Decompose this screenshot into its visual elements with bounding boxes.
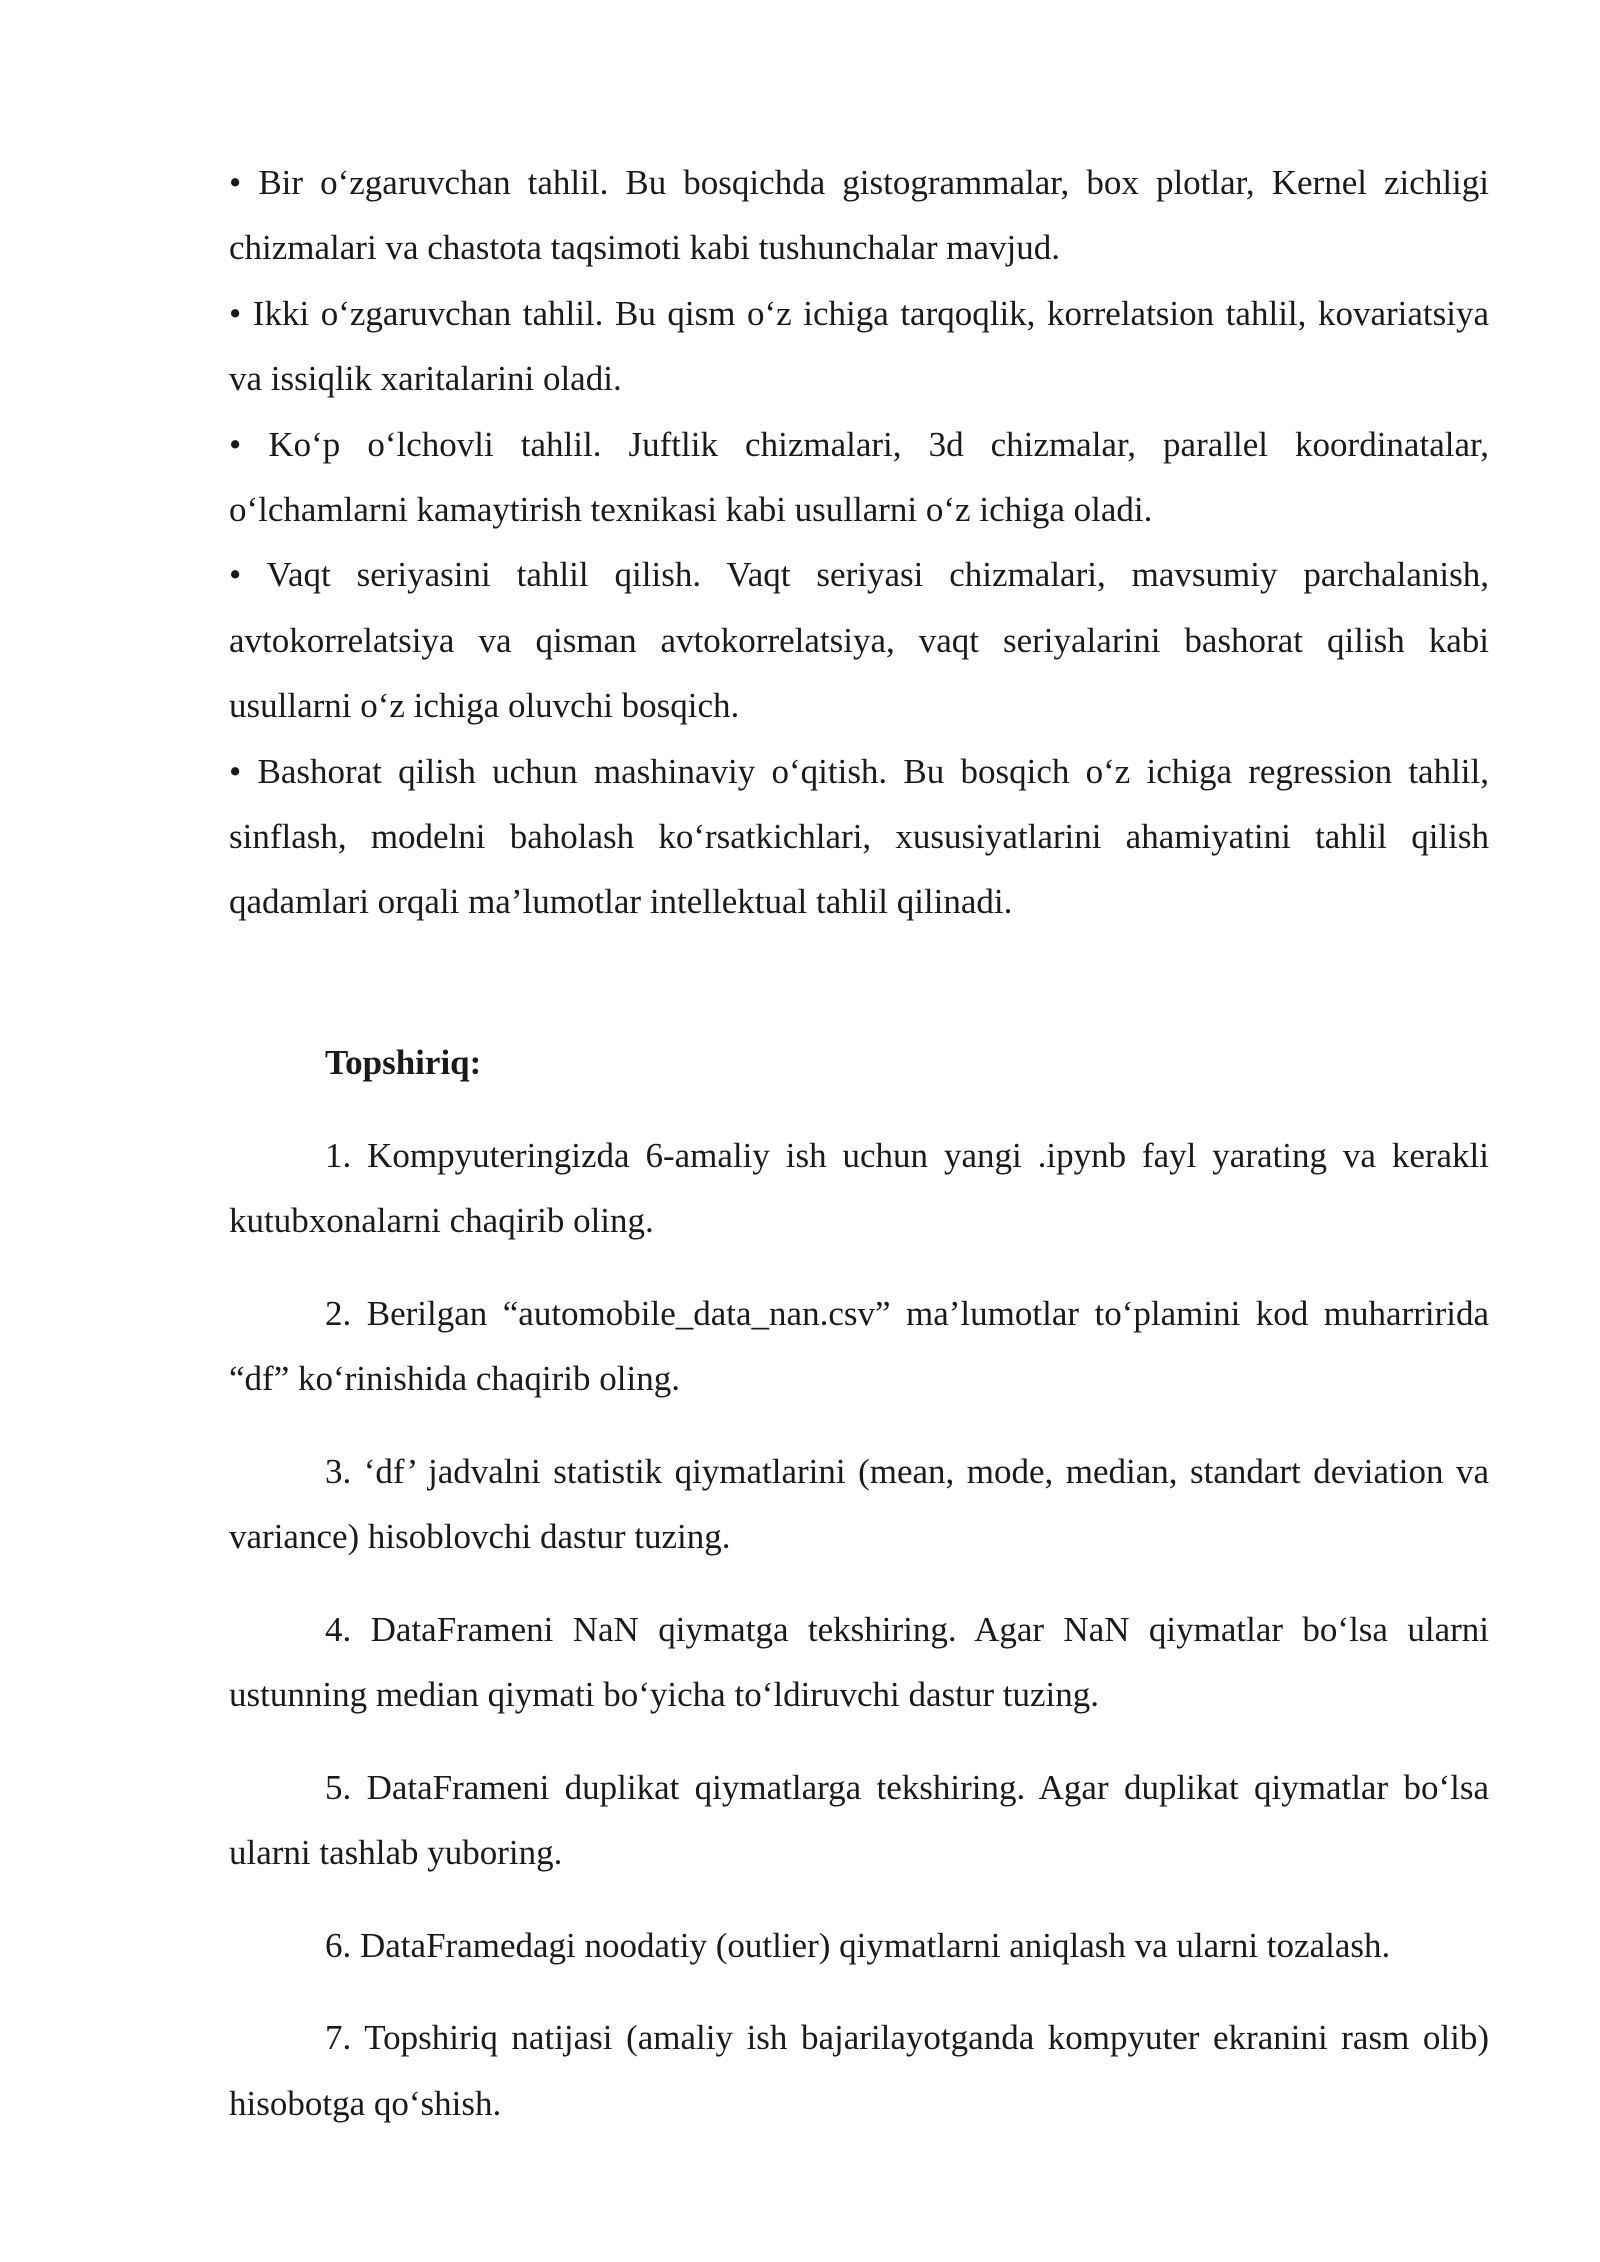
bullet-item-univariate: • Bir o‘zgaruvchan tahlil. Bu bosqichda gistogrammalar, box plotlar, Kernel zichligi chizmalari va chastota taqsimoti kabi tushunchalar mavjud. xyxy=(229,163,1489,268)
bullet-list xyxy=(229,150,1489,935)
bullet-item-bivariate: • Ikki o‘zgaruvchan tahlil. Bu qism o‘z ichiga tarqoqlik, korrelatsion tahlil, kovariatsiya va issiqlik xaritalarini oladi. xyxy=(229,293,1489,399)
task-item-5: 5. DataFrameni duplikat qiymatlarga tekshiring. Agar duplikat qiymatlar bo‘lsa ularni tashlab yuboring. xyxy=(229,1767,1489,1873)
task-heading: Topshiriq: xyxy=(325,1042,482,1082)
document-page xyxy=(229,150,1489,2163)
task-item-4: 4. DataFrameni NaN qiymatga tekshiring. Agar NaN qiymatlar bo‘lsa ularni ustunning median qiymati bo‘yicha to‘ldiruvchi dastur tuzing. xyxy=(229,1609,1489,1715)
task-item-1: 1. Kompyuteringizda 6-amaliy ish uchun yangi .ipynb fayl yarating va kerakli kutubxonalarni chaqirib oling. xyxy=(229,1135,1489,1241)
bullet-item-machine-learning: • Bashorat qilish uchun mashinaviy o‘qitish. Bu bosqich o‘z ichiga regression tahlil, sinflash, modelni baholash ko‘rsatkichlari, xususiyatlarini ahamiyatini tahlil qilish qadamlari orqali ma’lumotlar intellektual tahlil qilinadi. xyxy=(229,751,1489,922)
bullet-item-multivariate: • Ko‘p o‘lchovli tahlil. Juftlik chizmalari, 3d chizmalar, parallel koordinatalar, o‘lchamlarni kamaytirish texnikasi kabi usullarni o‘z ichiga oladi. xyxy=(229,424,1489,530)
bullet-item-time-series: • Vaqt seriyasini tahlil qilish. Vaqt seriyasi chizmalari, mavsumiy parchalanish, avtokorrelatsiya va qisman avtokorrelatsiya, vaqt seriyalarini bashorat qilish kabi usullarni o‘z ichiga oluvchi bosqich. xyxy=(229,555,1489,726)
task-item-3: 3. ‘df’ jadvalni statistik qiymatlarini (mean, mode, median, standart deviation va variance) hisoblovchi dastur tuzing. xyxy=(229,1451,1489,1557)
task-item-6: 6. DataFramedagi noodatiy (outlier) qiymatlarni aniqlash va ularni tozalash. xyxy=(325,1925,1391,1965)
task-item-2: 2. Berilgan “automobile_data_nan.csv” ma’lumotlar to‘plamini kod muharririda “df” ko‘rinishida chaqirib oling. xyxy=(229,1293,1489,1399)
task-item-7: 7. Topshiriq natijasi (amaliy ish bajarilayotganda kompyuter ekranini rasm olib) hisobotga qo‘shish. xyxy=(229,2018,1489,2123)
task-list xyxy=(229,1123,1489,2137)
